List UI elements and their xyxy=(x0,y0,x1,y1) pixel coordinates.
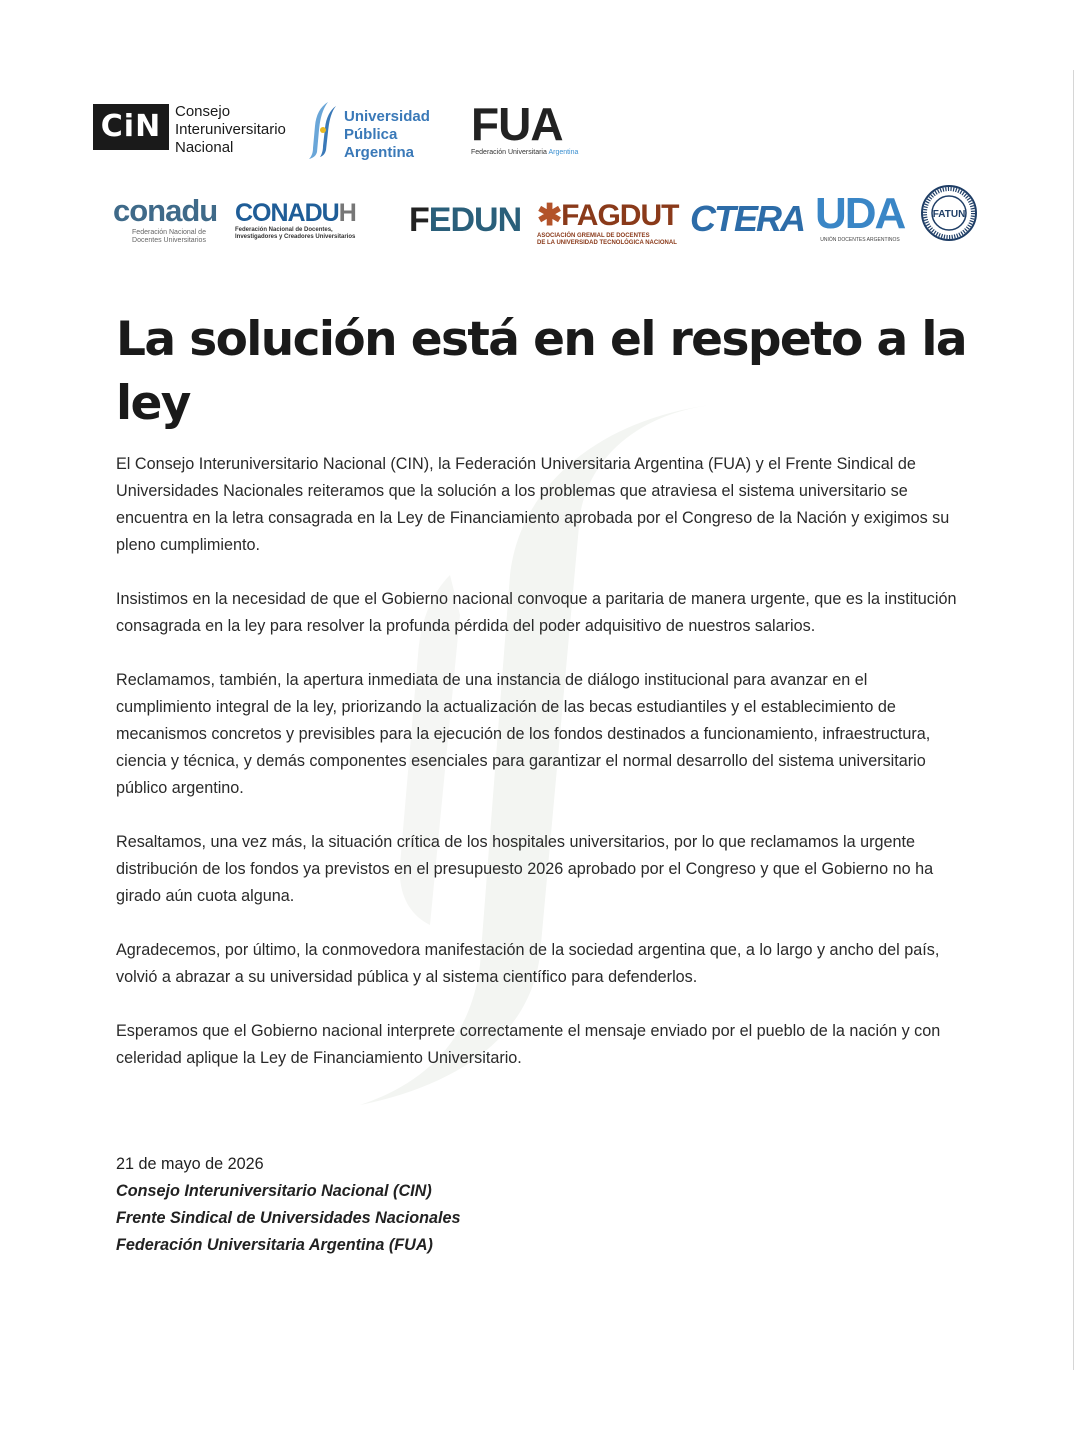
cin-logo-line: Nacional xyxy=(175,139,234,156)
cin-logo-text xyxy=(175,103,305,157)
conaduh-subtitle-line: Federación Nacional de Docentes, xyxy=(235,227,333,233)
fedun-mark-part: F xyxy=(409,201,429,239)
signature-org: Consejo Interuniversitario Nacional (CIN) xyxy=(116,1182,432,1200)
cin-logo-mark: CiN xyxy=(93,104,169,150)
upa-logo-line: Universidad xyxy=(344,108,430,125)
signature-date: 21 de mayo de 2026 xyxy=(116,1155,264,1173)
uda-logo-subtitle: UNIÓN DOCENTES ARGENTINOS xyxy=(820,237,900,243)
fua-subtitle-accent: Argentina xyxy=(548,149,579,156)
conadu-historica-logo xyxy=(235,199,385,241)
conaduh-subtitle-line: Investigadores y Creadores Universitarios xyxy=(235,234,356,240)
statement-paragraph: Insistimos en la necesidad de que el Gobierno nacional convoque a paritaria de manera urgente, que es la institución consagrada en la ley para resolver la profunda pérdida del poder adquisitivo de nuestros salarios. xyxy=(116,590,957,635)
fua-logo-subtitle xyxy=(471,149,578,156)
fua-logo xyxy=(471,98,591,162)
logo-row-unions xyxy=(113,185,983,260)
fua-subtitle-part: Federación Universitaria xyxy=(471,149,549,156)
statement-paragraph: Esperamos que el Gobierno nacional interprete correctamente el mensaje enviado por el pueblo de la nación y con celeridad aplique la Ley de Financiamiento Universitario. xyxy=(116,1022,941,1067)
page-edge-divider xyxy=(1073,70,1074,1370)
fagdut-mark-text: FAGDUT xyxy=(561,199,679,232)
signature-org: Federación Universitaria Argentina (FUA) xyxy=(116,1236,433,1254)
cin-logo-line: Consejo xyxy=(175,103,231,120)
upa-logo-mark xyxy=(306,100,340,160)
fagdut-subtitle-line: ASOCIACIÓN GREMIAL DE DOCENTES xyxy=(537,233,650,239)
statement-paragraph: Reclamamos, también, la apertura inmediata de una instancia de diálogo institucional para avanzar en el cumplimiento integral de la ley, priorizando la actualización de las becas estudiantiles y el establecimiento de mecanismos concretos y previsibles para la ejecución de los fondos destinados a funcionamiento, infraestructura, ciencia y técnica, y demás componentes esenciales para garantizar el normal desarrollo del sistema universitario público argentino. xyxy=(116,671,931,797)
statement-body xyxy=(116,451,966,1099)
conaduh-mark-h: H xyxy=(338,199,356,227)
fagdut-star-icon: ✱ xyxy=(537,199,562,232)
conadu-subtitle-line: Federación Nacional de xyxy=(132,229,206,236)
fagdut-logo-mark xyxy=(537,199,677,233)
fua-logo-mark: FUA xyxy=(471,98,563,150)
universidad-publica-argentina-logo xyxy=(306,98,446,162)
upa-logo-line: Argentina xyxy=(344,144,415,161)
conaduh-logo-mark xyxy=(235,199,385,227)
statement-paragraph: Agradecemos, por último, la conmovedora manifestación de la sociedad argentina que, a lo largo y ancho del país, volvió a abrazar a su universidad pública y al sistema científico para defenderlos. xyxy=(116,941,940,986)
signature-org: Frente Sindical de Universidades Nacionales xyxy=(116,1209,461,1227)
statement-paragraph: Resaltamos, una vez más, la situación crítica de los hospitales universitarios, por lo que reclamamos la urgente distribución de los fondos ya previstos en el presupuesto 2026 aprobado por el Congreso y que el Gobierno no ha girado aún cuota alguna. xyxy=(116,833,934,905)
cin-logo xyxy=(93,103,293,159)
fedun-mark-rest: EDUN xyxy=(428,201,522,239)
upa-logo-text xyxy=(344,108,454,162)
fatun-seal-text: FATUN xyxy=(932,209,966,220)
page-title: La solución está en el respeto a la ley xyxy=(116,312,966,431)
fatun-seal-logo xyxy=(921,185,977,241)
conaduh-mark-part: CONADU xyxy=(235,199,339,227)
fedun-logo xyxy=(409,201,521,239)
fagdut-subtitle-line: DE LA UNIVERSIDAD TECNOLÓGICA NACIONAL xyxy=(537,240,677,246)
fagdut-logo-subtitle xyxy=(537,233,677,247)
statement-paragraph: El Consejo Interuniversitario Nacional (CIN), la Federación Universitaria Argentina (FUA) y el Frente Sindical de Universidades Nacionales reiteramos que la solución a los problemas que atraviesa el sistema universitario se encuentra en la letra consagrada en la Ley de Financiamiento aprobada por el Congreso de la Nación y exigimos su pleno cumplimiento. xyxy=(116,455,950,554)
ctera-logo: CTERA xyxy=(690,198,804,239)
conadu-logo-mark: conadu xyxy=(113,193,218,228)
upa-logo-line: Pública xyxy=(344,126,398,143)
fagdut-logo xyxy=(537,199,677,247)
conadu-logo xyxy=(113,195,225,245)
conadu-subtitle-line: Docentes Universitarios xyxy=(132,237,206,244)
cin-logo-line: Interuniversitario xyxy=(175,121,286,138)
uda-logo xyxy=(815,191,905,243)
conadu-logo-subtitle xyxy=(113,229,225,245)
uda-logo-mark: UDA xyxy=(815,189,905,238)
conaduh-logo-subtitle xyxy=(235,227,385,241)
signature-block xyxy=(116,1151,716,1259)
